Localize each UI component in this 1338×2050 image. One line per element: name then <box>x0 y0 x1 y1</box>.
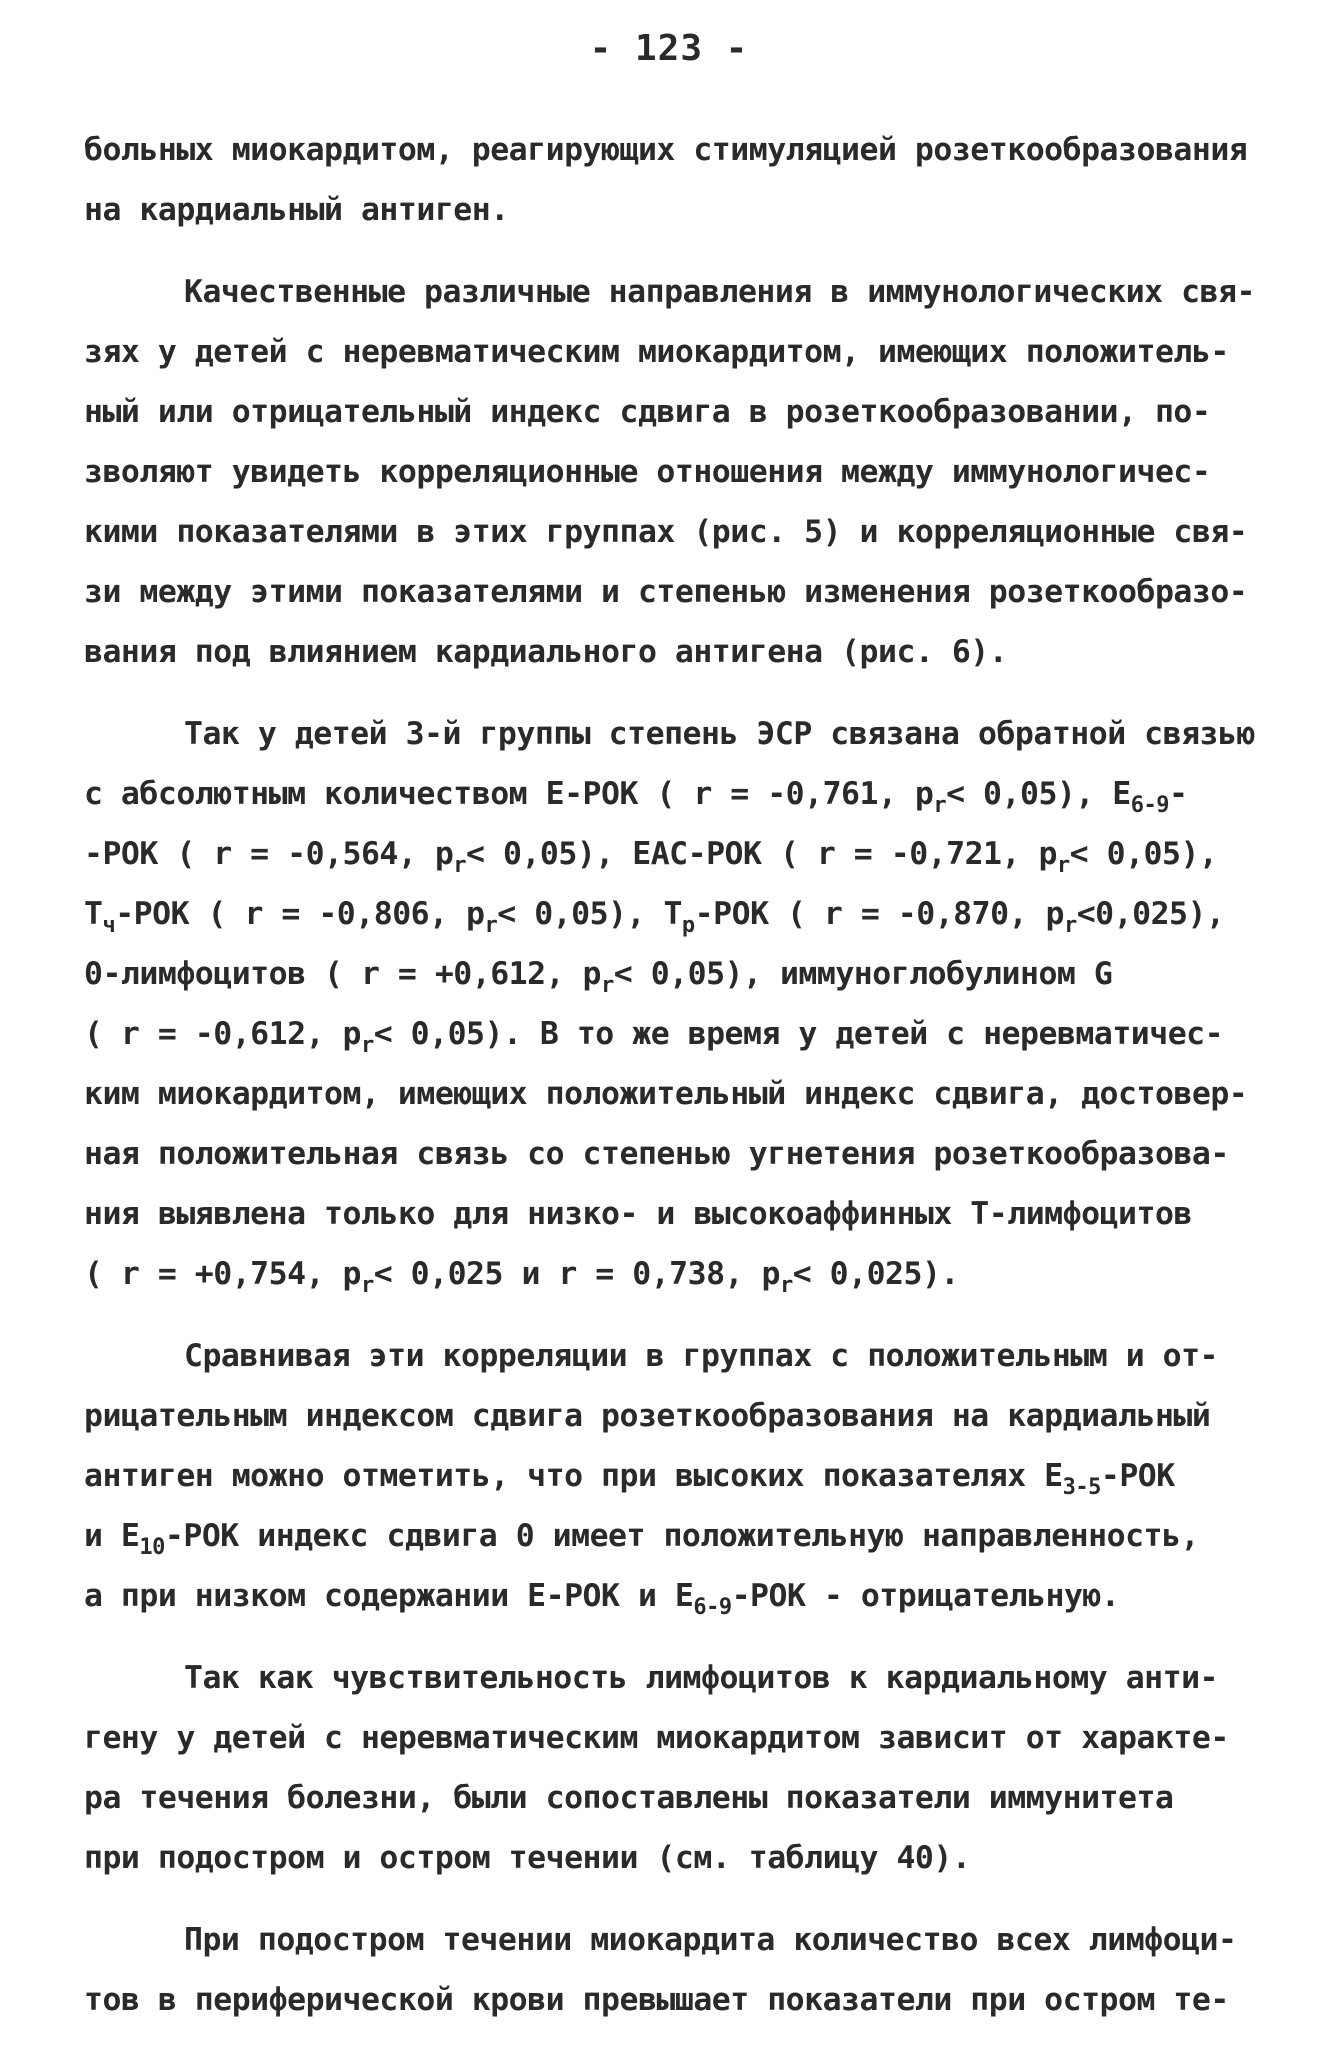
text-line: Качественные различные направления в иммунологических свя- <box>184 274 1255 310</box>
text-line: на кардиальный антиген. <box>84 192 509 228</box>
text-line: ра течения болезни, были сопоставлены показатели иммунитета <box>84 1780 1174 1816</box>
text-line: с абсолютным количеством Е-РОК ( r = -0,761, $p_r< 0,05$), $Е_{6-9}-$ <box>84 776 1188 818</box>
text-line: и $Е_{10}$-РОК индекс сдвига 0 имеет положительную направленность, <box>84 1518 1199 1560</box>
text-line: больных миокардитом, реагирующих стимуляцией розеткообразования <box>84 132 1248 168</box>
text-line: тов в периферической крови превышает показатели при остром те- <box>84 1982 1229 2018</box>
text-line: кими показателями в этих группах (рис. 5) и корреляционные свя- <box>84 514 1248 550</box>
text-line: ( r = -0,612, $p_r< 0,05$). В то же время у детей с неревматичес- <box>84 1016 1224 1058</box>
text-line: -РОК ( r = -0,564, $p_r< 0,05$), ЕАС-РОК ( r = -0,721, $p_r< 0,05$), <box>84 836 1218 878</box>
page-number: - 123 - <box>589 28 749 69</box>
text-line: а при низком содержании Е-РОК и $Е_{6-9}$-РОК - отрицательную. <box>84 1578 1120 1620</box>
text-line: при подостром и остром течении (см. таблицу 40). <box>84 1840 971 1876</box>
text-line: Сравнивая эти корреляции в группах с положительным и от- <box>184 1338 1219 1374</box>
text-line: При подостром течении миокардита количество всех лимфоци- <box>184 1922 1237 1958</box>
text-line: ким миокардитом, имеющих положительный индекс сдвига, достовер- <box>84 1076 1248 1112</box>
text-line: зи между этими показателями и степенью изменения розеткообразо- <box>84 574 1248 610</box>
text-line: гену у детей с неревматическим миокардитом зависит от характе- <box>84 1720 1229 1756</box>
text-line: ный или отрицательный индекс сдвига в розеткообразовании, по- <box>84 394 1211 430</box>
text-line: ( r = +0,754, $p_r< 0,025$ и r = 0,738, $p_r< 0,025$). <box>84 1256 959 1298</box>
text-line: Так у детей 3-й группы степень ЭСР связана обратной связью <box>184 716 1255 752</box>
text-line: ная положительная связь со степенью угнетения розеткообразова- <box>84 1136 1229 1172</box>
text-line: ния выявлена только для низко- и высокоаффинных Т-лимфоцитов <box>84 1196 1192 1232</box>
body-text <box>84 120 1264 2030</box>
text-line: Так как чувствительность лимфоцитов к кардиальному анти- <box>184 1660 1219 1696</box>
text-line: зях у детей с неревматическим миокардитом, имеющих положитель- <box>84 334 1229 370</box>
text-line: $Т_ч$-РОК ( r = -0,806, $p_r< 0,05$), $Т_p$-РОК ( r = -0,870, $p_r<0,025$), <box>84 896 1225 938</box>
text-line: антиген можно отметить, что при высоких показателях $Е_{3-5}$-РОК <box>84 1458 1175 1500</box>
text-line: 0-лимфоцитов ( r = +0,612, $p_r< 0,05$), иммуноглобулином G <box>84 956 1113 998</box>
text-line: вания под влиянием кардиального антигена (рис. 6). <box>84 634 1008 670</box>
text-line: рицательным индексом сдвига розеткообразования на кардиальный <box>84 1398 1211 1434</box>
text-line: зволяют увидеть корреляционные отношения между иммунологичес- <box>84 454 1211 490</box>
